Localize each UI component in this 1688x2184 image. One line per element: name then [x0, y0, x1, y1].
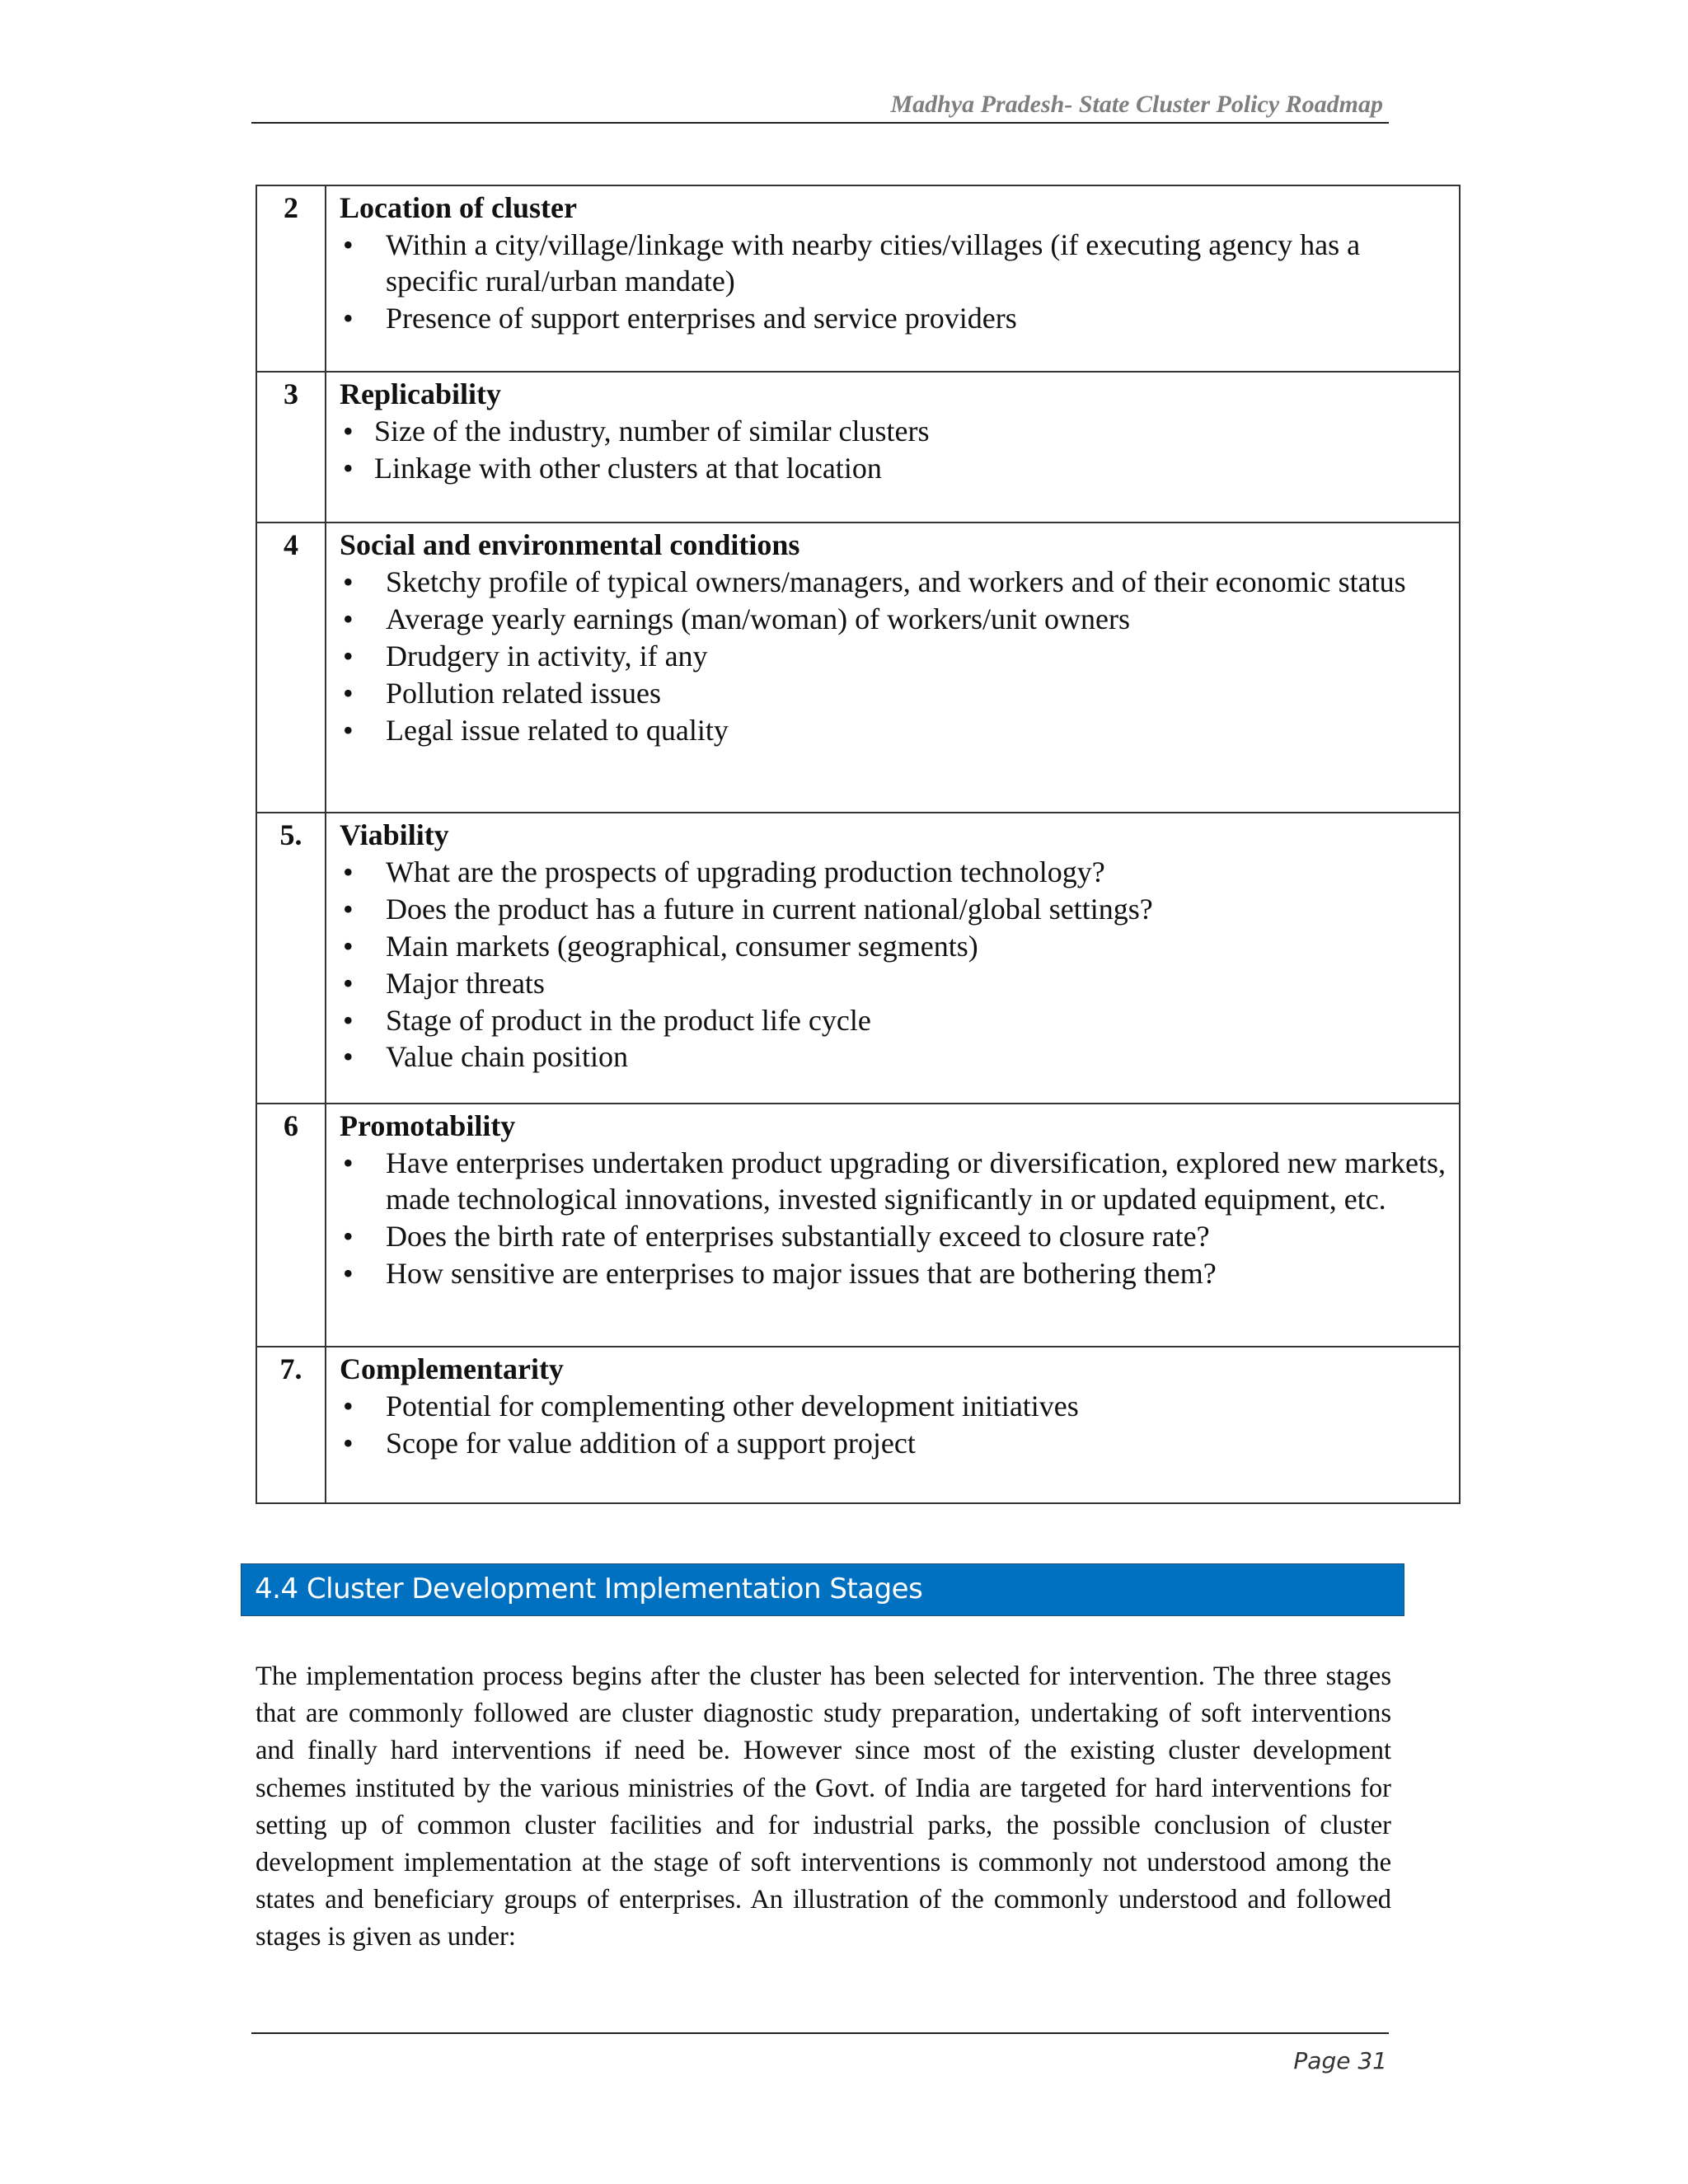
criterion-list	[340, 565, 1446, 749]
criterion-list	[340, 855, 1446, 1076]
list-item: • Sketchy profile of typical owners/managers, and workers and of their economic status	[340, 565, 1446, 601]
criterion-title: Viability	[340, 818, 449, 851]
row-content	[326, 1347, 1460, 1503]
row-number: 7.	[256, 1347, 326, 1503]
criterion-list	[340, 227, 1446, 337]
criterion-title: Social and environmental conditions	[340, 528, 800, 561]
criteria-table	[256, 185, 1461, 1504]
row-content	[326, 185, 1460, 372]
criterion-title: Location of cluster	[340, 191, 577, 224]
row-content	[326, 523, 1460, 813]
row-number: 3	[256, 372, 326, 523]
row-number: 6	[256, 1104, 326, 1347]
list-item: • Within a city/village/linkage with nearby cities/villages (if executing agency has a specific rural/urban mandate)	[340, 227, 1446, 300]
criterion-list	[340, 1146, 1446, 1292]
list-item: • Major threats	[340, 966, 1446, 1002]
section-heading-bar	[241, 1563, 1404, 1616]
list-item: • Stage of product in the product life cycle	[340, 1003, 1446, 1039]
footer-divider	[251, 2032, 1389, 2034]
criterion-list	[340, 414, 1446, 487]
row-number: 5.	[256, 813, 326, 1104]
criterion-title: Promotability	[340, 1109, 516, 1142]
row-content	[326, 813, 1460, 1104]
list-item: • Linkage with other clusters at that location	[340, 451, 1446, 487]
list-item: • Have enterprises undertaken product upgrading or diversification, explored new markets, made technological innovations, invested significantly in or updated equipment, etc.	[340, 1146, 1446, 1218]
list-item: • Drudgery in activity, if any	[340, 639, 1446, 675]
table-row	[256, 185, 1460, 372]
criterion-list	[340, 1389, 1446, 1462]
criterion-title: Replicability	[340, 377, 501, 410]
table-row	[256, 372, 1460, 523]
row-number: 4	[256, 523, 326, 813]
list-item: • Does the birth rate of enterprises substantially exceed to closure rate?	[340, 1219, 1446, 1255]
section-title: 4.4 Cluster Development Implementation Stages	[255, 1572, 923, 1605]
list-item: • Pollution related issues	[340, 676, 1446, 712]
table-row	[256, 813, 1460, 1104]
table-row	[256, 523, 1460, 813]
page-number: Page 31	[1293, 2047, 1387, 2074]
table-row	[256, 1347, 1460, 1503]
list-item: • Presence of support enterprises and service providers	[340, 301, 1446, 337]
table-row	[256, 1104, 1460, 1347]
row-number: 2	[256, 185, 326, 372]
row-content	[326, 1104, 1460, 1347]
body-paragraph: The implementation process begins after the cluster has been selected for intervention. The three stages that are commonly followed are cluster diagnostic study preparation, undertaking of soft interventions and finally hard interventions if need be. However since most of the existing cluster development schemes instituted by the various ministries of the Govt. of India are targeted for hard interventions for setting up of common cluster facilities and for industrial parks, the possible conclusion of cluster development implementation at the stage of soft interventions is commonly not understood among the states and beneficiary groups of enterprises. An illustration of the commonly understood and followed stages is given as under:	[256, 1661, 1391, 1952]
list-item: • Size of the industry, number of similar clusters	[340, 414, 1446, 450]
running-header: Madhya Pradesh- State Cluster Policy Roadmap	[890, 91, 1383, 118]
list-item: • How sensitive are enterprises to major issues that are bothering them?	[340, 1256, 1446, 1292]
list-item: • Potential for complementing other development initiatives	[340, 1389, 1446, 1425]
list-item: • What are the prospects of upgrading production technology?	[340, 855, 1446, 891]
list-item: • Value chain position	[340, 1039, 1446, 1076]
list-item: • Scope for value addition of a support project	[340, 1426, 1446, 1462]
header-divider	[251, 122, 1389, 124]
list-item: • Average yearly earnings (man/woman) of workers/unit owners	[340, 602, 1446, 638]
row-content	[326, 372, 1460, 523]
list-item: • Main markets (geographical, consumer segments)	[340, 929, 1446, 965]
list-item: • Does the product has a future in current national/global settings?	[340, 892, 1446, 928]
list-item: • Legal issue related to quality	[340, 713, 1446, 749]
criterion-title: Complementarity	[340, 1352, 564, 1385]
